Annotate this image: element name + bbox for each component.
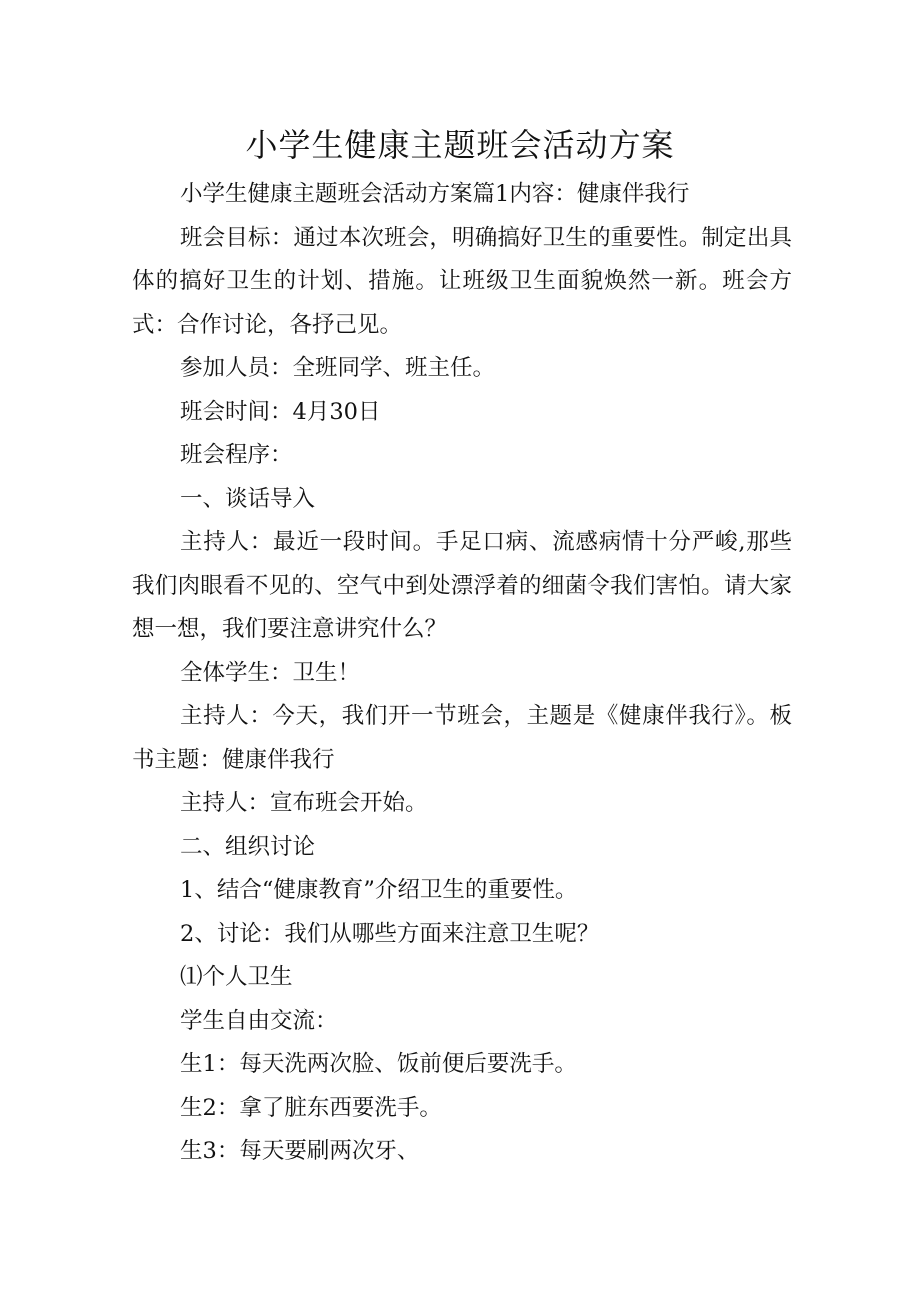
document-title: 小学生健康主题班会活动方案: [245, 126, 675, 164]
paragraph-free-exchange: 学生自由交流：: [180, 1007, 338, 1034]
student-statement: 生2：拿了脏东西要洗手。: [180, 1094, 442, 1121]
document-body: [132, 173, 792, 1174]
paragraph-host-opening: 主持人：最近一段时间。手足口病、流感病情十分严峻,那些我们肉眼看不见的、空气中到处漂浮着的细菌令我们害怕。请大家想一想，我们要注意讲究什么？: [132, 529, 792, 642]
paragraph-host-theme: 主持人：今天，我们开一节班会，主题是《健康伴我行》。板书主题：健康伴我行: [132, 703, 792, 773]
list-item: 2、讨论：我们从哪些方面来注意卫生呢？: [180, 920, 600, 947]
paragraph-participants: 参加人员：全班同学、班主任。: [180, 355, 496, 381]
section-heading-intro-talk: 一、谈话导入: [180, 485, 316, 512]
paragraph-procedure: 班会程序：: [180, 442, 293, 468]
paragraph-time: 班会时间：4月30日: [180, 398, 381, 425]
paragraph-intro: 小学生健康主题班会活动方案篇1内容：健康伴我行: [180, 181, 690, 207]
paragraph-students-reply: 全体学生：卫生！: [180, 659, 361, 686]
student-statement: 生1：每天洗两次脸、饭前便后要洗手。: [180, 1051, 577, 1077]
subheading-personal-hygiene: ⑴个人卫生: [180, 964, 293, 990]
paragraph-host-start: 主持人：宣布班会开始。: [180, 790, 428, 816]
student-statement: 生3：每天要刷两次牙、: [180, 1138, 420, 1164]
list-item: 1、结合“健康教育”介绍卫生的重要性。: [180, 877, 578, 903]
paragraph-goal: 班会目标：通过本次班会，明确搞好卫生的重要性。制定出具体的搞好卫生的计划、措施。让班级卫生面貌焕然一新。班会方式：合作讨论，各抒己见。: [132, 224, 792, 338]
section-heading-discussion: 二、组织讨论: [180, 833, 316, 860]
